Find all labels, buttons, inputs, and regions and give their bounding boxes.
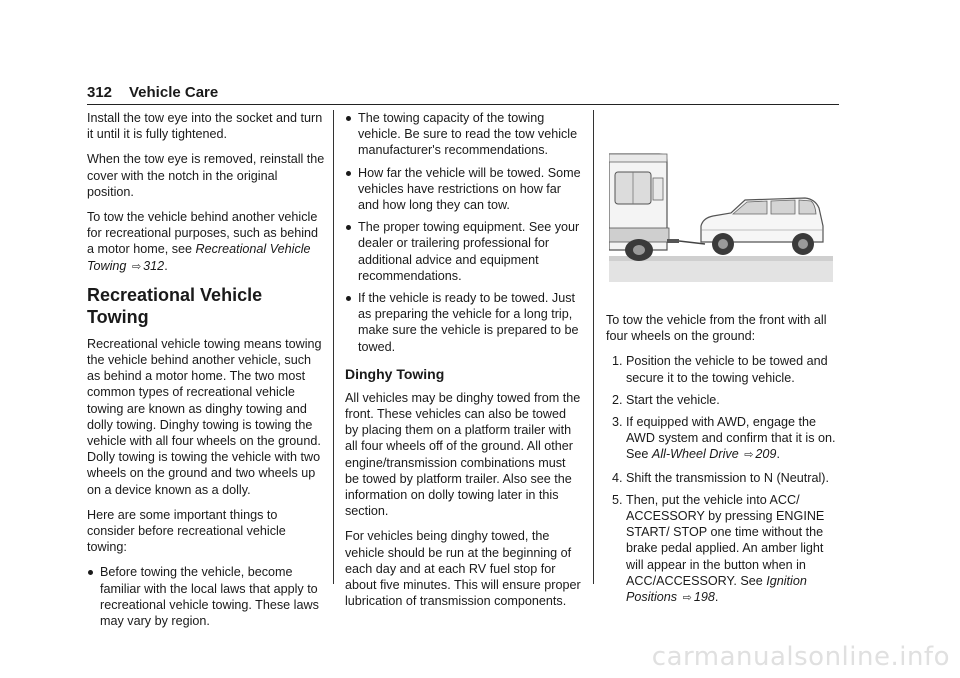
step-text: Shift the transmission to N (Neutral). (626, 470, 829, 485)
arrow-right-icon: ⇨ (744, 449, 754, 462)
step-text: Position the vehicle to be towed and secure it to the towing vehicle. (626, 354, 828, 385)
step-number: 1. (612, 354, 623, 369)
cross-reference-link[interactable]: Recreational Vehicle Towing (87, 242, 311, 273)
page-reference[interactable]: 198 (693, 590, 715, 605)
page-header (87, 82, 839, 105)
step-text: If equipped with AWD, engage the AWD system and confirm that it is on. See (626, 415, 836, 462)
column-divider (593, 110, 594, 584)
subsection-heading: Dinghy Towing (345, 365, 445, 382)
paragraph: For vehicles being dinghy towed, the vehicle should be run at the beginning of each day and at each RV fuel stop for about five minutes. This will ensure proper lubrication of transmission components. (345, 529, 581, 609)
page-reference[interactable]: 209 (755, 447, 777, 462)
list-item: 5. Then, put the vehicle into ACC/ ACCESSORY by pressing ENGINE START/ STOP one time without the brake pedal applied. An amber light will appear in the button when in ACC/ACCESSORY. See Ignition Positions ⇨ 198. (612, 492, 825, 605)
section-heading: Recreational Vehicle Towing (87, 284, 263, 327)
bullet-list (87, 564, 327, 629)
list-item (612, 353, 842, 385)
column-3 (606, 312, 842, 612)
paragraph: Recreational vehicle towing means towing the vehicle behind another vehicle, such as behind a motor home. The two most common types of recreational vehicle towing are known as dinghy towing and dolly towing. Dinghy towing is towing the vehicle with all four wheels on the ground. Dolly towing is towing the vehicle with two wheels on the ground and two wheels up on a device known as a dolly. (87, 336, 322, 497)
list-item: 3. If equipped with AWD, engage the AWD system and confirm that it is on. See All-Wheel Drive ⇨ 209. (612, 415, 836, 462)
paragraph: Install the tow eye into the socket and turn it until it is fully tightened. (87, 111, 323, 142)
step-number: 3. (612, 415, 623, 430)
rv-towing-suv-image (609, 118, 833, 290)
step-text: Then, put the vehicle into ACC/ ACCESSORY by pressing ENGINE START/ STOP one time without the brake pedal applied. An amber light will appear in the button when in ACC/ACCESSORY. See (626, 492, 825, 588)
paragraph: Here are some important things to consider before recreational vehicle towing: (87, 507, 286, 555)
paragraph-text: To tow the vehicle behind another vehicle for recreational purposes, such as behind a motor home, see (87, 210, 319, 257)
list-item: If the vehicle is ready to be towed. Just as preparing the vehicle for a long trip, make sure the vehicle is prepared to be towed. (345, 290, 581, 355)
list-item: Before towing the vehicle, become familiar with the local laws that apply to recreational vehicle towing. These laws may vary by region. (87, 564, 327, 629)
step-number: 5. (612, 492, 623, 507)
column-1 (87, 110, 327, 638)
list-item: The towing capacity of the towing vehicle. Be sure to read the tow vehicle manufacturer's recommendations. (345, 110, 581, 159)
numbered-steps (606, 353, 842, 606)
step-number: 4. (612, 470, 623, 485)
cross-reference-link[interactable]: Ignition Positions (626, 573, 807, 605)
list-item: The proper towing equipment. See your dealer or trailering professional for additional advice and equipment recommendations. (345, 219, 581, 284)
arrow-right-icon: ⇨ (682, 592, 692, 605)
paragraph: When the tow eye is removed, reinstall the cover with the notch in the original position. (87, 152, 325, 199)
list-item (612, 470, 842, 486)
list-item: How far the vehicle will be towed. Some vehicles have restrictions on how far and how long they can tow. (345, 165, 581, 214)
arrow-right-icon: ⇨ (131, 260, 142, 273)
page-reference[interactable]: 312 (143, 258, 165, 273)
bullet-list (345, 110, 581, 355)
watermark: carmanualsonline.info (651, 642, 950, 672)
paragraph: To tow the vehicle behind another vehicle for recreational purposes, such as behind a motor home, see Recreational Vehicle Towing ⇨ 312. (87, 210, 319, 273)
paragraph: All vehicles may be dinghy towed from the front. These vehicles can also be towed by placing them on a platform trailer with all four wheels off of the ground. All other engine/transmission combinations must be towed by platform trailer. Also see the information on dolly towing later in this section. (345, 390, 581, 519)
paragraph: To tow the vehicle from the front with all four wheels on the ground: (606, 313, 827, 344)
page-number: 312 (87, 84, 113, 101)
step-number: 2. (612, 392, 623, 407)
column-divider (333, 110, 334, 584)
step-text: Start the vehicle. (626, 392, 720, 407)
cross-reference-link[interactable]: All-Wheel Drive (651, 447, 739, 462)
section-title: Vehicle Care (129, 84, 219, 101)
towing-illustration (609, 118, 833, 290)
list-item (612, 392, 842, 408)
column-2 (345, 110, 581, 618)
